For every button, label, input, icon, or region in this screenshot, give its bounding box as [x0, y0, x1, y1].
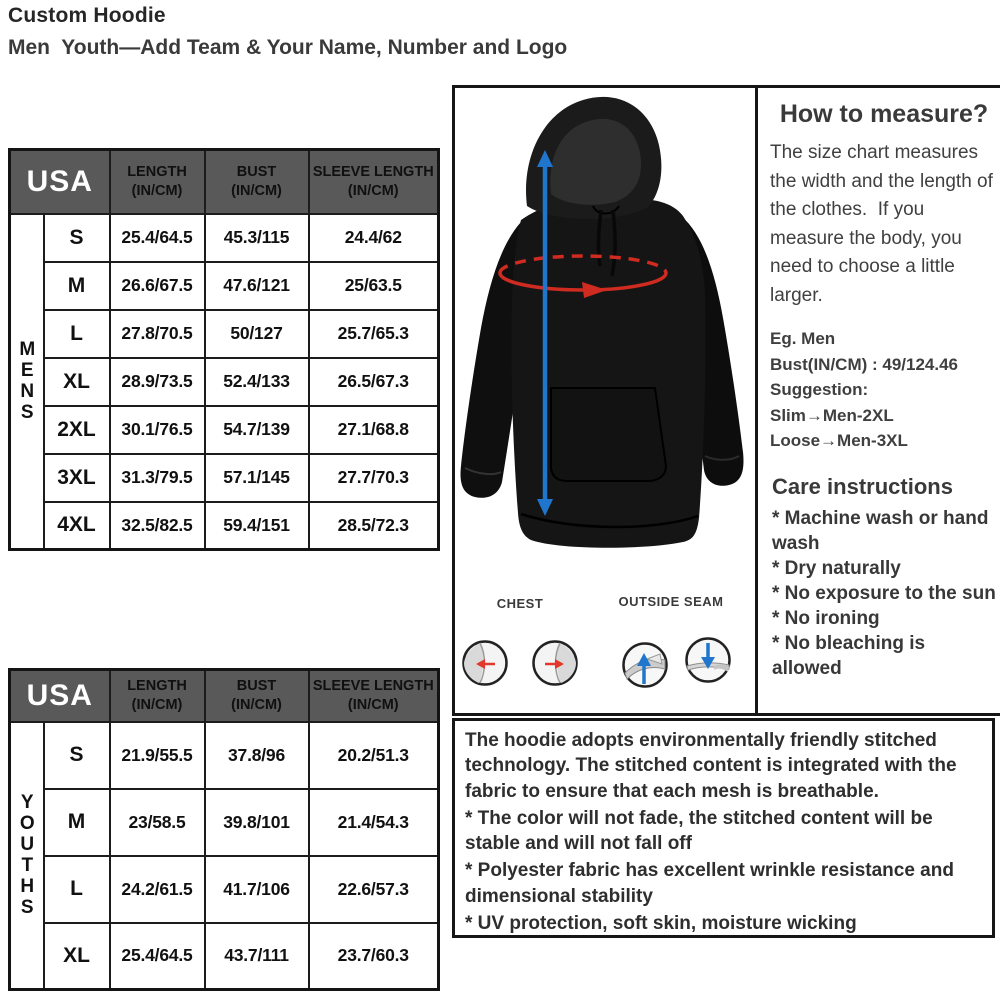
hoodie-image [455, 88, 755, 588]
care-instructions-list [770, 506, 998, 682]
description-intro: The hoodie adopts environmentally friendly stitched technology. The stitched content is integrated with the fabric to ensure that each mesh is breathable. [465, 730, 957, 802]
size-cell: M [44, 789, 110, 856]
sleeve-cell: 25/63.5 [309, 262, 439, 310]
table-row [10, 856, 439, 923]
bust-cell: 37.8/96 [205, 722, 309, 789]
length-cell: 26.6/67.5 [110, 262, 205, 310]
care-instructions-title: Care instructions [772, 473, 953, 499]
mens-header-length: LENGTH (IN/CM) [110, 150, 205, 214]
chest-width-right-icon [531, 639, 579, 687]
page-subtitle: Men Youth—Add Team & Your Name, Number and Logo [8, 36, 568, 59]
length-cell: 30.1/76.5 [110, 406, 205, 454]
chest-width-left-icon [461, 639, 509, 687]
size-cell: 2XL [44, 406, 110, 454]
sleeve-cell: 27.7/70.3 [309, 454, 439, 502]
care-item: * Machine wash or hand wash [772, 507, 989, 554]
table-row [10, 454, 439, 502]
table-row [10, 789, 439, 856]
description-box [452, 718, 995, 938]
table-row [10, 923, 439, 990]
bust-cell: 47.6/121 [205, 262, 309, 310]
table-row [10, 262, 439, 310]
sleeve-cell: 23.7/60.3 [309, 923, 439, 990]
hoodie-illustration [455, 88, 755, 713]
sleeve-cell: 20.2/51.3 [309, 722, 439, 789]
length-cell: 31.3/79.5 [110, 454, 205, 502]
how-to-measure-panel [758, 88, 1000, 713]
youths-header-usa: USA [10, 670, 110, 722]
outside-seam-label: OUTSIDE SEAM [618, 594, 724, 609]
bust-cell: 39.8/101 [205, 789, 309, 856]
bust-cell: 41.7/106 [205, 856, 309, 923]
care-item: * No ironing [772, 607, 880, 629]
size-cell: 3XL [44, 454, 110, 502]
table-row [10, 502, 439, 550]
chest-label: CHEST [496, 596, 544, 611]
youths-header-row [10, 670, 439, 722]
length-cell: 28.9/73.5 [110, 358, 205, 406]
length-cell: 21.9/55.5 [110, 722, 205, 789]
page-title: Custom Hoodie [8, 4, 166, 27]
length-cell: 23/58.5 [110, 789, 205, 856]
youths-header-length: LENGTH (IN/CM) [110, 670, 205, 722]
table-row [10, 406, 439, 454]
sleeve-cell: 22.6/57.3 [309, 856, 439, 923]
example-line: Loose→Men-3XL [770, 431, 908, 450]
sizing-example [770, 326, 998, 454]
size-cell: L [44, 310, 110, 358]
outside-seam-up-icon [621, 641, 669, 689]
youths-group-label: YOUTHS [10, 722, 44, 990]
example-line: Suggestion: [770, 380, 869, 399]
mens-header-usa: USA [10, 150, 110, 214]
table-row [10, 358, 439, 406]
bust-cell: 50/127 [205, 310, 309, 358]
sleeve-cell: 24.4/62 [309, 214, 439, 262]
care-item: * No exposure to the sun [772, 582, 996, 604]
size-cell: L [44, 856, 110, 923]
bust-cell: 57.1/145 [205, 454, 309, 502]
youths-header-bust: BUST (IN/CM) [205, 670, 309, 722]
example-line: Bust(IN/CM) : 49/124.46 [770, 354, 958, 374]
size-cell: 4XL [44, 502, 110, 550]
mens-header-bust: BUST (IN/CM) [205, 150, 309, 214]
sleeve-cell: 25.7/65.3 [309, 310, 439, 358]
example-line: Eg. Men [770, 329, 836, 348]
length-cell: 24.2/61.5 [110, 856, 205, 923]
bust-cell: 54.7/139 [205, 406, 309, 454]
size-cell: XL [44, 923, 110, 990]
size-cell: S [44, 722, 110, 789]
description-bullet: * UV protection, soft skin, moisture wicking [465, 912, 857, 934]
measure-panel [452, 85, 1000, 716]
bust-cell: 45.3/115 [205, 214, 309, 262]
sleeve-cell: 28.5/72.3 [309, 502, 439, 550]
how-to-measure-title: How to measure? [779, 100, 989, 128]
table-row [10, 310, 439, 358]
mens-header-row [10, 150, 439, 214]
sleeve-cell: 26.5/67.3 [309, 358, 439, 406]
mens-size-table [8, 148, 440, 551]
table-row [10, 214, 439, 262]
length-cell: 32.5/82.5 [110, 502, 205, 550]
mens-group-label: MENS [10, 214, 44, 550]
care-item: * No bleaching is allowed [772, 632, 926, 679]
description-bullet: * The color will not fade, the stitched content will be stable and will not fall off [465, 807, 933, 855]
size-cell: S [44, 214, 110, 262]
bust-cell: 43.7/111 [205, 923, 309, 990]
outside-seam-down-icon [684, 636, 732, 684]
mens-header-sleeve: SLEEVE LENGTH (IN/CM) [309, 150, 439, 214]
size-cell: XL [44, 358, 110, 406]
youths-size-table [8, 668, 440, 991]
description-bullet: * Polyester fabric has excellent wrinkle resistance and dimensional stability [465, 860, 954, 907]
bust-cell: 59.4/151 [205, 502, 309, 550]
bust-cell: 52.4/133 [205, 358, 309, 406]
table-row [10, 722, 439, 789]
length-cell: 25.4/64.5 [110, 923, 205, 990]
care-item: * Dry naturally [772, 557, 901, 579]
length-cell: 27.8/70.5 [110, 310, 205, 358]
example-line: Slim→Men-2XL [770, 405, 894, 425]
sleeve-cell: 27.1/68.8 [309, 406, 439, 454]
length-cell: 25.4/64.5 [110, 214, 205, 262]
youths-header-sleeve: SLEEVE LENGTH (IN/CM) [309, 670, 439, 722]
sleeve-cell: 21.4/54.3 [309, 789, 439, 856]
size-cell: M [44, 262, 110, 310]
how-to-measure-body: The size chart measures the width and the length of the clothes. If you measure the body, you need to choose a little larger. [770, 142, 999, 306]
